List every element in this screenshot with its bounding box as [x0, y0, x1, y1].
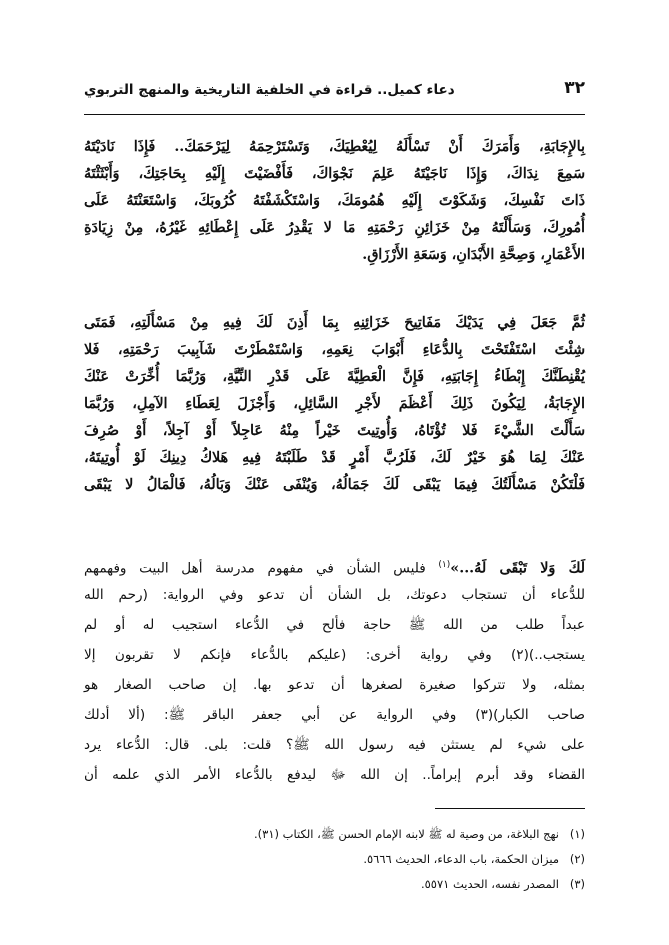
body-line: على شيء لم يستثن فيه رسول الله ﷺ؟ قلت: بلى. قال: الدُّعاء يرد [84, 737, 585, 753]
footnote-ref: (١) [438, 560, 451, 570]
quote-paragraph-2 [84, 310, 585, 499]
quote-line: يُقْنِطَنَّكَ إِبْطَاءُ إِجَابَتِهِ، فَإِنَّ الْعَطِيَّةَ عَلَى قَدْرِ النِّيَّةِ، وَرُبَّمَا أُخِّرَتْ عَنْكَ [84, 369, 585, 385]
page-header [84, 70, 585, 98]
body-line: للدُّعاء أن تستجاب دعوتك، بل الشأن أن تدعو وفي الرواية: (رحم الله [84, 587, 585, 603]
footnote-item [84, 822, 585, 847]
quote-line: شِئْتَ اسْتَفْتَحْتَ بِالدُّعَاءِ أَبْوَابَ نِعَمِهِ، وَاسْتَمْطَرْتَ شَآبِيبَ رَحْمَتِهِ، فَلا [84, 342, 585, 358]
running-title: دعاء كميل.. قراءة في الخلفية التاريخية والمنهج التربوي [84, 82, 455, 98]
footnote-rule [435, 808, 585, 809]
quote-line: أُمُورِكَ، وَسَأَلْتَهُ مِنْ خَزَائِنِ رَحْمَتِهِ مَا لا يَقْدِرُ عَلَى إِعْطَائِهِ غَيْرُهُ، مِنْ زِيَادَةِ [84, 220, 585, 236]
quote-ending: لَكَ وَلا تَبْقَى لَهُ...» [450, 560, 586, 577]
quote-paragraph-1 [84, 134, 585, 269]
body-line: صاحب الكبار)(٣) وفي الرواية عن أبي جعفر الباقر ﷺ: (ألا أدلك [84, 707, 585, 723]
footnote-item [84, 872, 585, 897]
quote-line: الأَعْمَارِ، وَصِحَّةِ الأَبْدَانِ، وَسَعَةِ الأَرْزَاقِ. [362, 247, 585, 263]
quote-line: ثُمَّ جَعَلَ فِي يَدَيْكَ مَفَاتِيحَ خَزَائِنِهِ بِمَا أَذِنَ لَكَ فِيهِ مِنْ مَسْأَلَتِهِ، فَمَتَى [84, 315, 585, 331]
quote-line: سَأَلْتَ الشَّيْءَ فَلا تُؤْتَاهُ، وَأُوتِيتَ خَيْراً مِنْهُ عَاجِلاً أَوْ آجِلاً، أَوْ صُرِفَ [84, 423, 585, 439]
body-line: بمثله، ولا تتركوا صغيرة لصغرها أن تدعو بها. إن صاحب الصغار هو [84, 677, 585, 693]
quote-line: الإِجَابَةُ، لِيَكُونَ ذَلِكَ أَعْظَمَ لأَجْرِ السَّائِلِ، وَأَجْزَلَ لِعَطَاءِ الآمِلِ، وَرُبَّمَا [84, 396, 585, 412]
header-rule [84, 114, 585, 115]
footnote-item [84, 847, 585, 872]
quote-line: عَنْكَ لِمَا هُوَ خَيْرٌ لَكَ، فَلَرُبَّ أَمْرٍ قَدْ طَلَبْتَهُ فِيهِ هَلاكُ دِينِكَ لَوْ أُوتِيتَهُ، [84, 450, 585, 466]
footnotes [84, 822, 585, 897]
footnote-text: ميزان الحكمة، باب الدعاء، الحديث ٥٦٦٦. [363, 852, 559, 866]
footnote-text: المصدر نفسه، الحديث ٥٥٧١. [420, 877, 559, 891]
quote-line: فَلْتَكُنْ مَسْأَلَتُكَ فِيمَا يَبْقَى لَكَ جَمَالُهُ، وَيُنْفَى عَنْكَ وَبَالُهُ، فَالْمَالُ لا يَبْقَى [84, 477, 585, 493]
quote-line: بِالإِجَابَةِ، وَأَمَرَكَ أَنْ تَسْأَلَهُ لِيُعْطِيَكَ، وَتَسْتَرْحِمَهُ لِيَرْحَمَكَ.. فَإِذَا نَادَيْتَهُ [84, 139, 585, 155]
page-number: ٣٢ [564, 78, 585, 98]
body-text-start: فليس الشأن في مفهوم مدرسة أهل البيت وفهمهم [84, 560, 439, 577]
footnote-number: (٣) [569, 877, 585, 891]
footnote-number: (١) [569, 827, 585, 841]
body-line: عبداً طلب من الله ﷺ حاجة فألح في الدُّعاء استجيب له أو لم [84, 617, 585, 633]
body-line: القضاء وقد أبرم إبراماً.. إن الله ﷻ ليدفع بالدُّعاء الأمر الذي علمه أن [84, 767, 585, 783]
body-paragraph [84, 560, 586, 790]
quote-line: سَمِعَ نِدَاكَ، وَإِذَا نَاجَيْتَهُ عَلِمَ نَجْوَاكَ، فَأَفْضَيْتَ إِلَيْهِ بِحَاجَتِكَ، وَأَبْثَثْتَهُ [84, 166, 585, 182]
quote-line: ذَاتَ نَفْسِكَ، وَشَكَوْتَ إِلَيْهِ هُمُومَكَ، وَاسْتَكْشَفْتَهُ كُرُوبَكَ، وَاسْتَعَنْتَهُ عَلَى [84, 193, 585, 209]
footnote-text: نهج البلاغة، من وصية له ﷺ لابنه الإمام الحسن ﷺ، الكتاب (٣١). [253, 827, 559, 841]
body-line-mixed [84, 550, 585, 584]
footnote-number: (٢) [569, 852, 585, 866]
body-line: يستجب..)(٢) وفي رواية أخرى: (عليكم بالدُّعاء فإنكم لا تقربون إلا [84, 647, 585, 663]
